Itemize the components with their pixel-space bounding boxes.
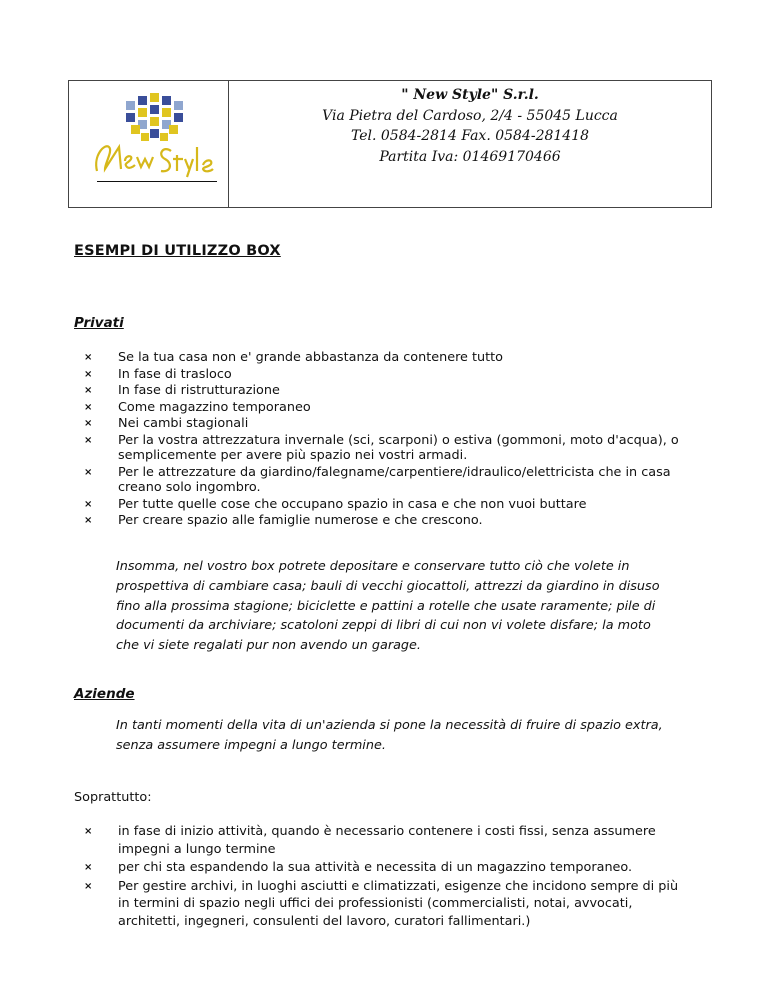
company-name: " New Style" S.r.l. [401, 87, 539, 103]
aziende-list [84, 823, 684, 931]
company-phone-fax: Tel. 0584-2814 Fax. 0584-281418 [350, 128, 590, 144]
bullet-x-icon: × [84, 826, 93, 837]
list-item [84, 513, 684, 529]
company-address: Via Pietra del Cardoso, 2/4 - 55045 Lucca [322, 107, 618, 124]
section-heading-aziende: Aziende [74, 686, 135, 702]
list-item-text: Per creare spazio alle famiglie numerose e che crescono. [118, 513, 483, 528]
logo-underline [97, 181, 217, 182]
bullet-x-icon: × [84, 515, 93, 526]
bullet-x-icon: × [84, 434, 93, 446]
list-item-text: in fase di inizio attività, quando è necessario contenere i costi fissi, senza assumere impegni a lungo termine [118, 824, 656, 857]
list-item-text: Nei cambi stagionali [118, 416, 249, 431]
list-item [84, 367, 684, 383]
list-item [84, 383, 684, 399]
list-item [84, 350, 684, 366]
list-item-text: In fase di trasloco [118, 366, 232, 382]
bullet-x-icon: × [84, 385, 93, 396]
list-item-text: Per le attrezzature da giardino/falegname/carpentiere/idraulico/elettricista che in casa creano solo ingombro. [118, 464, 671, 495]
privati-paragraph: Insomma, nel vostro box potrete depositare e conservare tutto ciò che volete in prospettiva di cambiare casa; bauli di vecchi giocattoli, attrezzi da giardino in disuso fino alla prossima stagione; biciclette e pattini a rotelle che usate raramente; pile di documenti da archiviare; scatoloni zeppi di libri di cui non vi volete disfare; la moto che vi siete regalati pur non avendo un garage. [116, 559, 660, 654]
letterhead-table [68, 80, 712, 208]
list-item-text: Per la vostra attrezzatura invernale (sci, scarponi) o estiva (gommoni, moto d'acqua), o semplicemente per avere più spazio nei vostri armadi. [118, 432, 679, 463]
list-item-text: Come magazzino temporaneo [118, 399, 311, 415]
list-item-text: In fase di ristrutturazione [118, 383, 280, 398]
bullet-x-icon: × [84, 352, 93, 363]
company-info [229, 81, 711, 207]
privati-list [84, 350, 684, 530]
soprattutto-label: Soprattutto: [74, 790, 152, 805]
bullet-x-icon: × [84, 880, 93, 892]
list-item [84, 465, 684, 496]
list-item [84, 433, 684, 464]
bullet-x-icon: × [84, 466, 93, 478]
list-item [84, 859, 684, 877]
list-item [84, 497, 684, 513]
list-item-text: per chi sta espandendo la sua attività e necessita di un magazzino temporaneo. [118, 860, 633, 875]
section-heading-privati: Privati [74, 315, 124, 331]
list-item [84, 878, 684, 931]
document-title: ESEMPI DI UTILIZZO BOX [74, 243, 281, 259]
list-item-text: Per tutte quelle cose che occupano spazio in casa e che non vuoi buttare [118, 496, 587, 512]
bullet-x-icon: × [84, 368, 93, 380]
list-item [84, 416, 684, 432]
list-item [84, 400, 684, 416]
bullet-x-icon: × [84, 401, 93, 413]
bullet-x-icon: × [84, 418, 93, 429]
logo-cell [69, 81, 229, 207]
company-vat: Partita Iva: 01469170466 [379, 148, 561, 165]
new-style-logo [75, 85, 225, 185]
list-item-text: Per gestire archivi, in luoghi asciutti e climatizzati, esigenze che incidono sempre di più in termini di spazio negli uffici dei professionisti (commercialisti, notai, avvocati, architetti, ingegneri, consulenti del lavoro, curatori fallimentari.) [118, 878, 679, 929]
aziende-intro: In tanti momenti della vita di un'azienda si pone la necessità di fruire di spazio extra, senza assumere impegni a lungo termine. [116, 718, 663, 753]
bullet-x-icon: × [84, 498, 93, 510]
list-item [84, 823, 684, 858]
list-item-text: Se la tua casa non e' grande abbastanza da contenere tutto [118, 350, 503, 365]
bullet-x-icon: × [84, 862, 93, 873]
